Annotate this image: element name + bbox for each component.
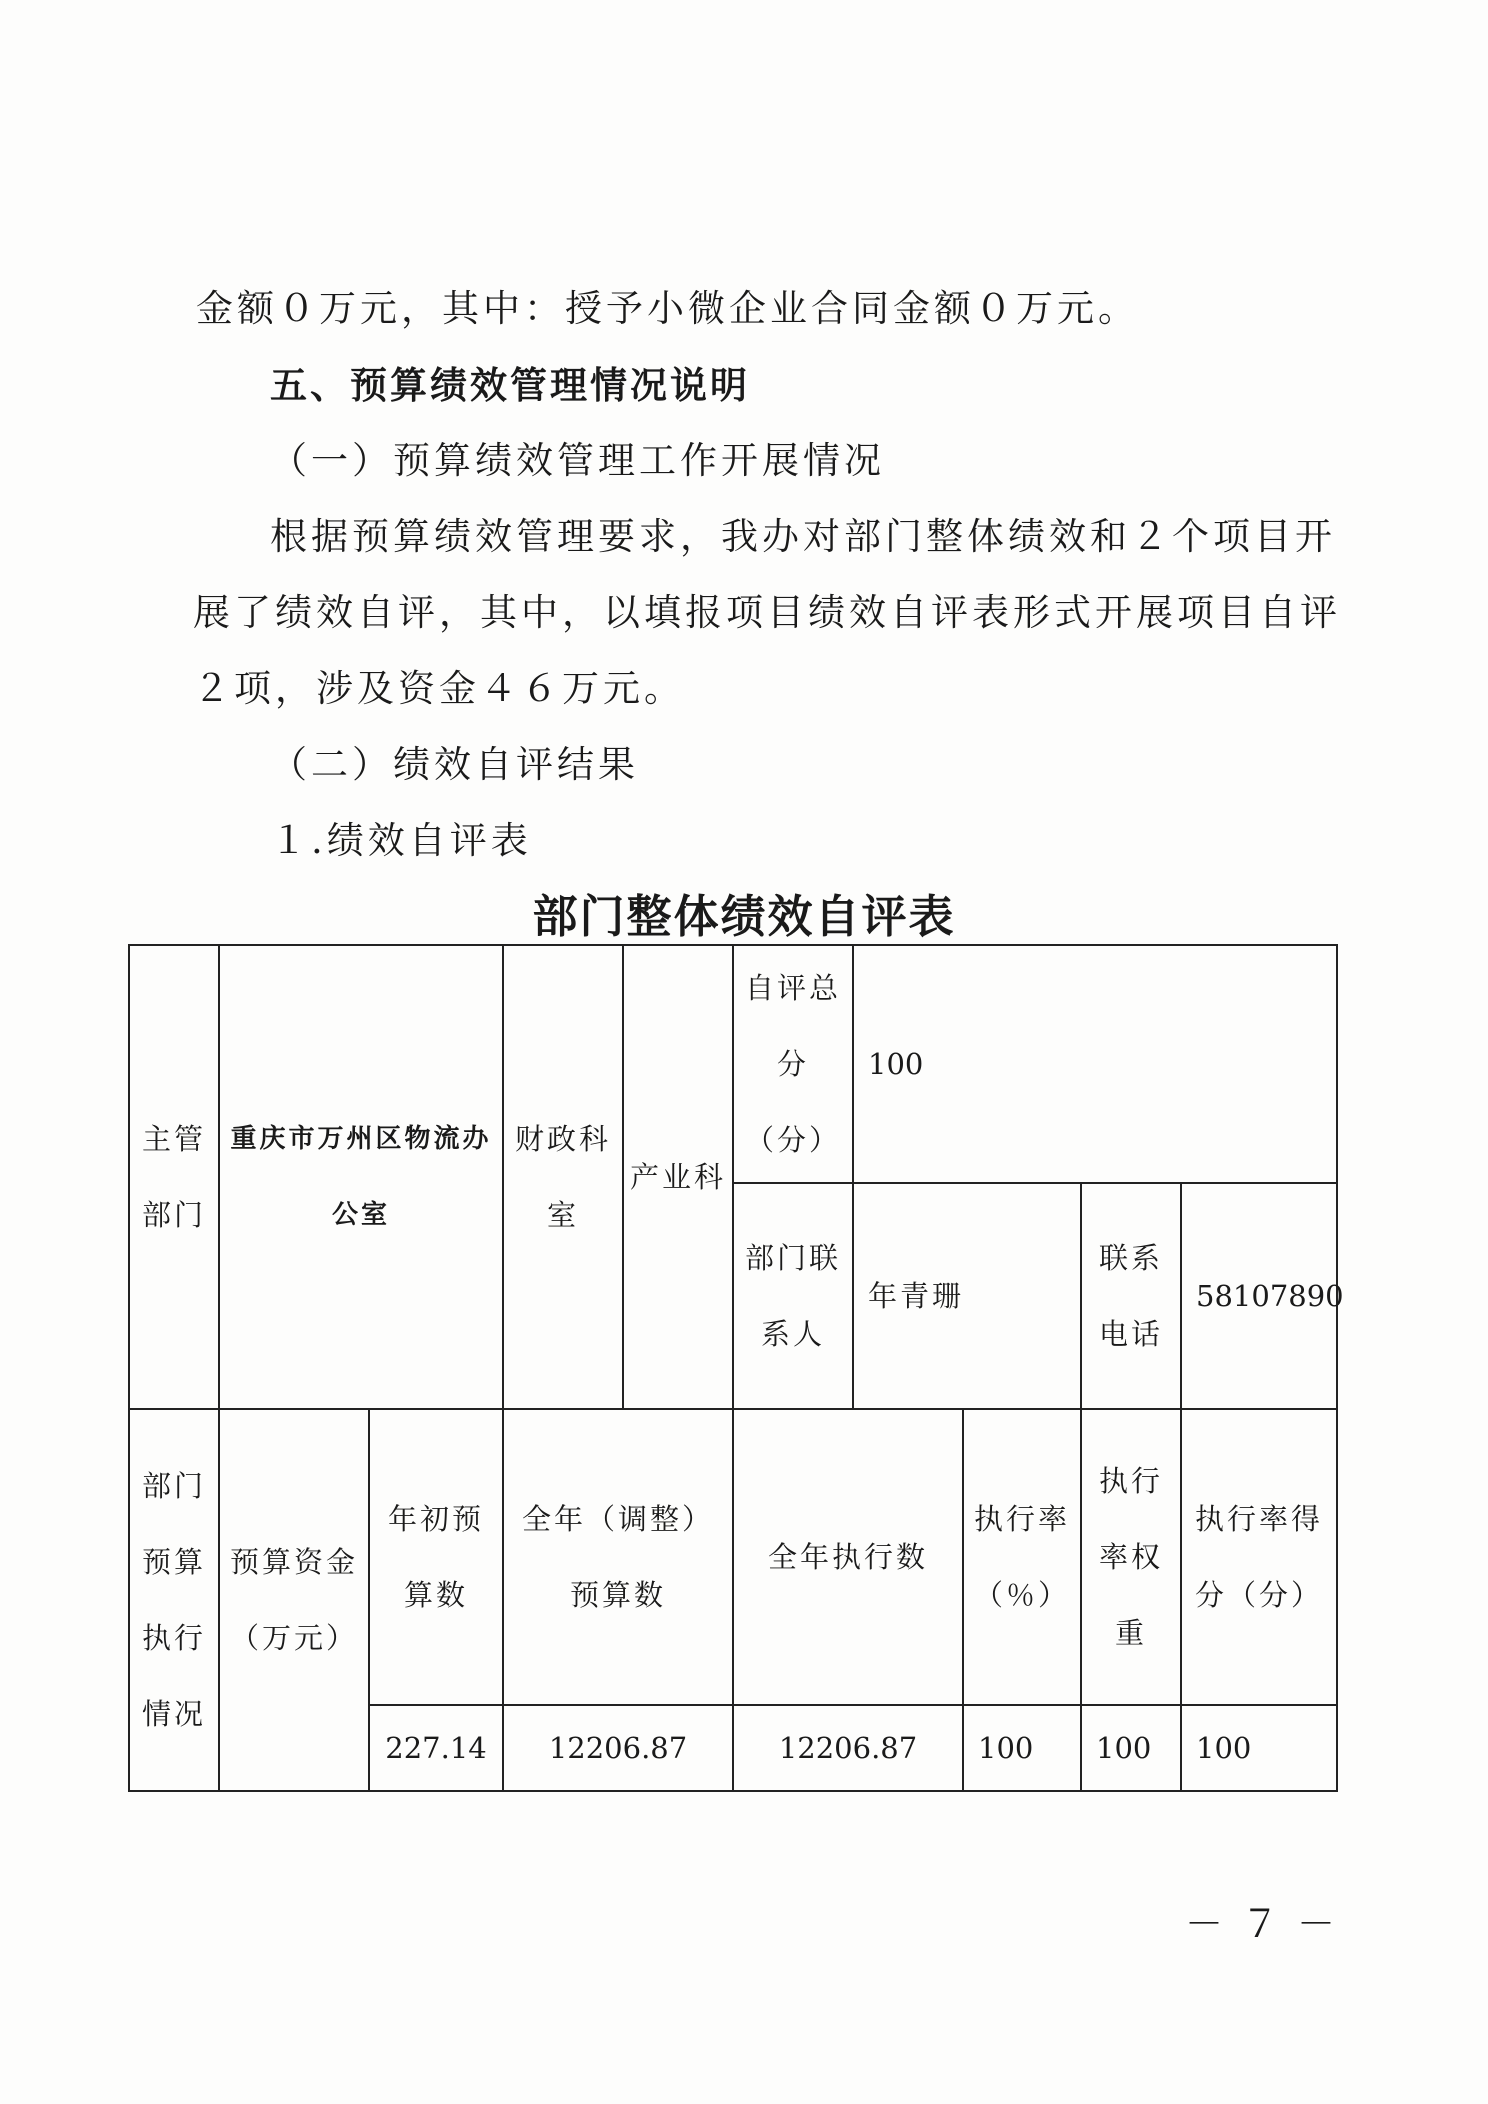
score-label-cell: 执行率得分（分） bbox=[1181, 1409, 1337, 1705]
initial-label-cell: 年初预算数 bbox=[369, 1409, 503, 1705]
contact-name-cell: 年青珊 bbox=[853, 1183, 1081, 1409]
paragraph-line: 根据预算绩效管理要求，我办对部门整体绩效和２个项目开 bbox=[270, 515, 1336, 558]
list-item-heading: １.绩效自评表 bbox=[270, 819, 532, 862]
weight-label-cell: 执行率权重 bbox=[1081, 1409, 1181, 1705]
subsection-heading: （二）绩效自评结果 bbox=[270, 743, 639, 786]
performance-table bbox=[128, 944, 1344, 1792]
actual-label-cell: 全年执行数 bbox=[733, 1409, 963, 1705]
score-label-cell: 自评总分（分） bbox=[733, 945, 853, 1183]
paragraph-line: 展了绩效自评，其中，以填报项目绩效自评表形式开展项目自评 bbox=[193, 591, 1341, 634]
initial-value-cell: 227.14 bbox=[369, 1705, 503, 1791]
section1-cell: 财政科室 bbox=[503, 945, 623, 1409]
score-value-cell: 100 bbox=[1181, 1705, 1337, 1791]
phone-value-cell: 58107890 bbox=[1181, 1183, 1337, 1409]
paragraph-line: 金额０万元，其中：授予小微企业合同金额０万元。 bbox=[196, 287, 1139, 330]
actual-value-cell: 12206.87 bbox=[733, 1705, 963, 1791]
adjusted-value-cell: 12206.87 bbox=[503, 1705, 733, 1791]
contact-label-cell: 部门联系人 bbox=[733, 1183, 853, 1409]
score-value-cell: 100 bbox=[853, 945, 1337, 1183]
section-heading: 五、预算绩效管理情况说明 bbox=[270, 364, 750, 407]
rate-value-cell: 100 bbox=[963, 1705, 1081, 1791]
section2-cell: 产业科 bbox=[623, 945, 733, 1409]
page-number: －７－ bbox=[1185, 1902, 1354, 1946]
dept-name-cell: 重庆市万州区物流办公室 bbox=[219, 945, 503, 1409]
exec-label-cell: 部门预算执行情况 bbox=[129, 1409, 219, 1791]
table-title: 部门整体绩效自评表 bbox=[532, 890, 956, 943]
weight-value-cell: 100 bbox=[1081, 1705, 1181, 1791]
funds-label-cell: 预算资金（万元） bbox=[219, 1409, 369, 1791]
rate-label-cell: 执行率（％） bbox=[963, 1409, 1081, 1705]
paragraph-line: ２项，涉及资金４６万元。 bbox=[193, 667, 685, 710]
phone-label-cell: 联系电话 bbox=[1081, 1183, 1181, 1409]
subsection-heading: （一）预算绩效管理工作开展情况 bbox=[270, 439, 885, 482]
dept-label-cell: 主管部门 bbox=[129, 945, 219, 1409]
adjusted-label-cell: 全年（调整）预算数 bbox=[503, 1409, 733, 1705]
